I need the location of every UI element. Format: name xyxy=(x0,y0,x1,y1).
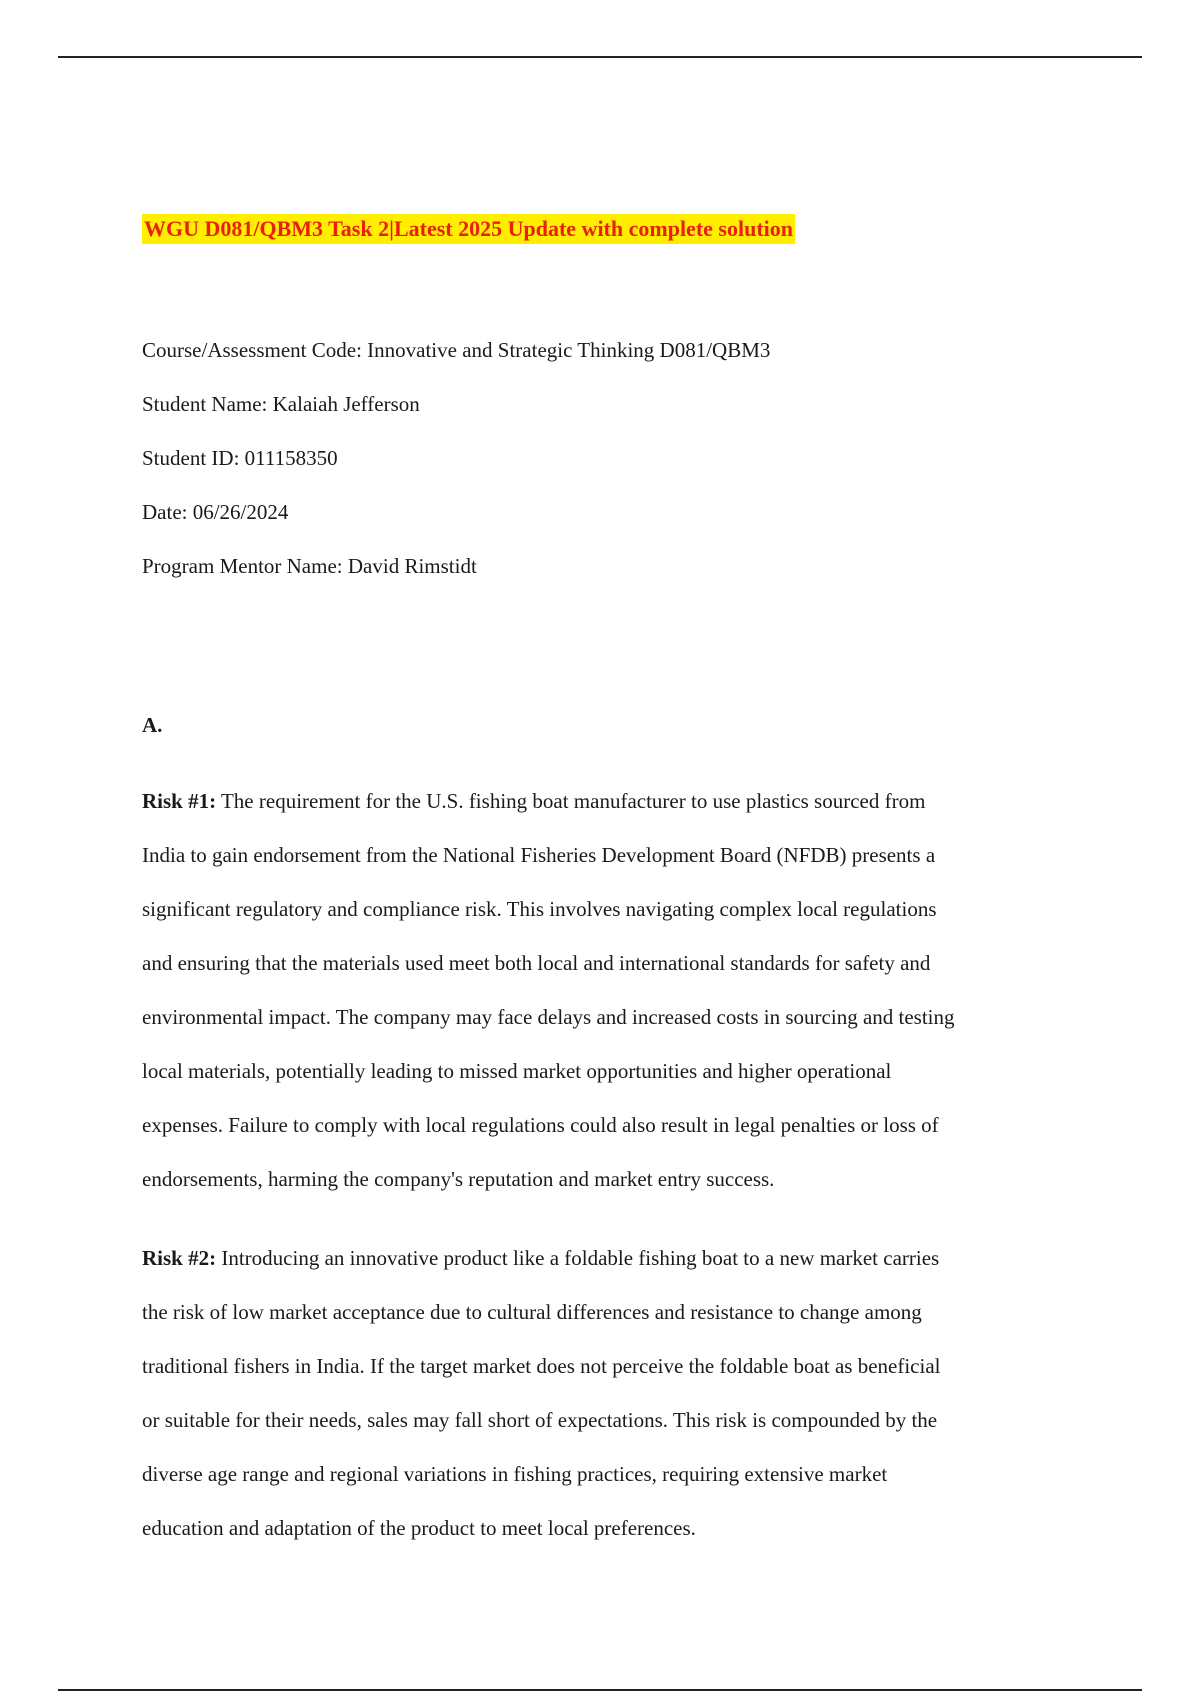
risk-2-line: the risk of low market acceptance due to cultural differences and resistance to change among xyxy=(142,1300,922,1324)
risk-1-label: Risk #1: xyxy=(142,789,217,813)
top-rule xyxy=(58,56,1142,58)
risk-1-paragraph xyxy=(142,774,1062,1206)
document-title: WGU D081/QBM3 Task 2|Latest 2025 Update with complete solution xyxy=(142,214,795,244)
risk-2-paragraph xyxy=(142,1231,1062,1555)
student-id: Student ID: 011158350 xyxy=(142,446,338,470)
course-code: Course/Assessment Code: Innovative and Strategic Thinking D081/QBM3 xyxy=(142,338,771,362)
risk-2-line: or suitable for their needs, sales may fall short of expectations. This risk is compounded by the xyxy=(142,1408,938,1432)
student-name: Student Name: Kalaiah Jefferson xyxy=(142,392,420,416)
risk-1-line: The requirement for the U.S. fishing boat manufacturer to use plastics sourced from xyxy=(216,789,926,813)
program-mentor: Program Mentor Name: David Rimstidt xyxy=(142,554,477,578)
risk-2-line: traditional fishers in India. If the target market does not perceive the foldable boat as beneficial xyxy=(142,1354,941,1378)
risk-1-line: and ensuring that the materials used meet both local and international standards for safety and xyxy=(142,951,931,975)
risk-1-line: environmental impact. The company may face delays and increased costs in sourcing and testing xyxy=(142,1005,955,1029)
risk-2-line: diverse age range and regional variations in fishing practices, requiring extensive market xyxy=(142,1462,888,1486)
risk-1-line: India to gain endorsement from the National Fisheries Development Board (NFDB) presents a xyxy=(142,843,936,867)
risk-2-line: education and adaptation of the product to meet local preferences. xyxy=(142,1516,696,1540)
risk-1-line: local materials, potentially leading to missed market opportunities and higher operational xyxy=(142,1059,892,1083)
risk-1-line: endorsements, harming the company's reputation and market entry success. xyxy=(142,1167,775,1191)
date: Date: 06/26/2024 xyxy=(142,500,289,524)
risk-1-line: expenses. Failure to comply with local regulations could also result in legal penalties or loss of xyxy=(142,1113,939,1137)
bottom-rule xyxy=(58,1689,1142,1691)
risk-1-line: significant regulatory and compliance risk. This involves navigating complex local regulations xyxy=(142,897,937,921)
risk-2-line: Introducing an innovative product like a foldable fishing boat to a new market carries xyxy=(216,1246,940,1270)
section-label-a: A. xyxy=(142,713,163,737)
risk-2-label: Risk #2: xyxy=(142,1246,217,1270)
